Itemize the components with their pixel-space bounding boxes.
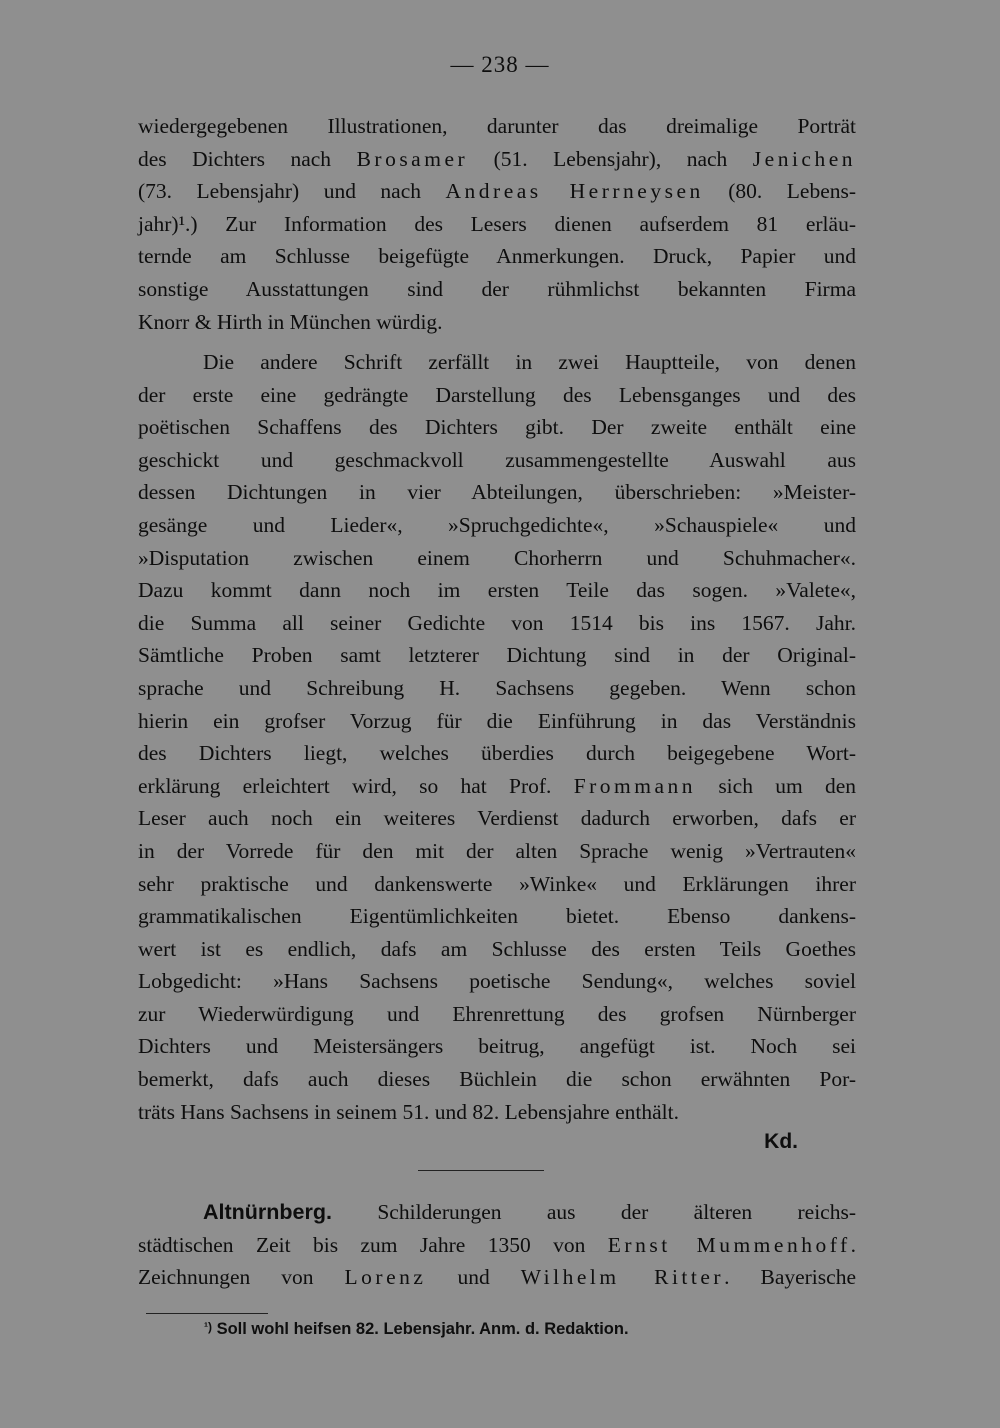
text-line: dessen Dichtungen in vier Abteilungen, überschrieben: »Meister- <box>138 480 856 505</box>
footnote-rule <box>146 1313 268 1314</box>
text-line: sehr praktische und dankenswerte »Winke« und Erklärungen ihrer <box>138 871 856 896</box>
spaced-name: Lorenz <box>344 1265 427 1290</box>
text-line: geschickt und geschmackvoll zusammengestellte Auswahl aus <box>138 447 856 472</box>
spaced-name: Brosamer <box>356 146 469 171</box>
spaced-name: Andreas Herrneysen <box>445 179 704 204</box>
review-paragraph-1 <box>138 110 856 338</box>
text-line: poëtischen Schaffens des Dichters gibt. Der zweite enthält eine <box>138 415 856 440</box>
footnote-marker: ¹) <box>204 1320 212 1334</box>
text-line: sonstige Ausstattungen sind der rühmlichst bekannten Firma <box>138 276 856 301</box>
text-line: des Dichters nach Brosamer (51. Lebensjahr), nach Jenichen <box>138 146 856 171</box>
text-line: grammatikalischen Eigentümlichkeiten bietet. Ebenso dankens- <box>138 904 856 929</box>
text-line: »Disputation zwischen einem Chorherrn und Schuhmacher«. <box>138 545 856 570</box>
footnote <box>204 1320 629 1339</box>
signature-block <box>138 1125 856 1158</box>
spaced-name: Frommann <box>573 773 697 798</box>
text-line: städtischen Zeit bis zum Jahre 1350 von Ernst Mummenhoff. <box>138 1232 857 1257</box>
footnote-text: Soll wohl heifsen 82. Lebensjahr. Anm. d. Redaktion. <box>212 1320 629 1338</box>
text-line: Sämtliche Proben samt letzterer Dichtung sind in der Original- <box>138 643 856 668</box>
review-paragraph-2 <box>138 346 856 1128</box>
text-line: des Dichters liegt, welches überdies durch beigegebene Wort- <box>138 741 856 766</box>
text-line: hierin ein grofser Vorzug für die Einführung in das Verständnis <box>138 708 856 733</box>
text-line: gesänge und Lieder«, »Spruchgedichte«, »Schauspiele« und <box>138 512 856 537</box>
entry-title: Altnürnberg. <box>203 1200 332 1224</box>
page-number: — 238 — <box>450 52 550 77</box>
text-line: die Summa all seiner Gedichte von 1514 bis ins 1567. Jahr. <box>138 610 856 635</box>
text-line: in der Vorrede für den mit der alten Sprache wenig »Vertrauten« <box>138 838 856 863</box>
text-line: Leser auch noch ein weiteres Verdienst dadurch erworben, dafs er <box>138 806 856 831</box>
text-line: Lobgedicht: »Hans Sachsens poetische Sendung«, welches soviel <box>138 969 856 994</box>
text-line: Knorr & Hirth in München würdig. <box>138 309 443 334</box>
spaced-name: Wilhelm Ritter <box>520 1265 725 1290</box>
text-line: Dazu kommt dann noch im ersten Teile das sogen. »Valete«, <box>138 578 856 603</box>
text-line: Dichters und Meistersängers beitrug, angefügt ist. Noch sei <box>138 1034 856 1059</box>
text-line: zur Wiederwürdigung und Ehrenrettung des grofsen Nürnberger <box>138 1001 856 1026</box>
review-paragraph-3 <box>138 1196 856 1294</box>
text-line: bemerkt, dafs auch dieses Büchlein die schon erwähnten Por- <box>138 1067 856 1092</box>
text-line: wert ist es endlich, dafs am Schlusse des ersten Teils Goethes <box>138 936 856 961</box>
text-line: wiedergegebenen Illustrationen, darunter das dreimalige Porträt <box>138 114 856 138</box>
text-line: träts Hans Sachsens in seinem 51. und 82. Lebensjahre enthält. <box>138 1099 679 1124</box>
text-line: erklärung erleichtert wird, so hat Prof. Frommann sich um den <box>138 773 856 798</box>
spaced-name: Jenichen <box>752 146 856 171</box>
text-line: jahr)¹.) Zur Information des Lesers dienen aufserdem 81 erläu- <box>138 211 856 236</box>
text-line: sprache und Schreibung H. Sachsens gegeben. Wenn schon <box>138 675 856 700</box>
spaced-name: Ernst Mummenhoff <box>607 1232 851 1257</box>
review-signature <box>138 1125 856 1158</box>
text-line: Zeichnungen von Lorenz und Wilhelm Ritter. Bayerische <box>138 1265 856 1290</box>
text-line: Die andere Schrift zerfällt in zwei Hauptteile, von denen <box>203 350 856 374</box>
text-line: ternde am Schlusse beigefügte Anmerkungen. Druck, Papier und <box>138 244 856 269</box>
text-line: (73. Lebensjahr) und nach Andreas Herrneysen (80. Lebens- <box>138 179 857 204</box>
section-divider <box>418 1170 544 1171</box>
signature-text: Kd. <box>764 1130 798 1153</box>
text-line: Altnürnberg. Schilderungen aus der älteren reichs- <box>203 1200 856 1224</box>
text-line: der erste eine gedrängte Darstellung des Lebensganges und des <box>138 382 856 407</box>
